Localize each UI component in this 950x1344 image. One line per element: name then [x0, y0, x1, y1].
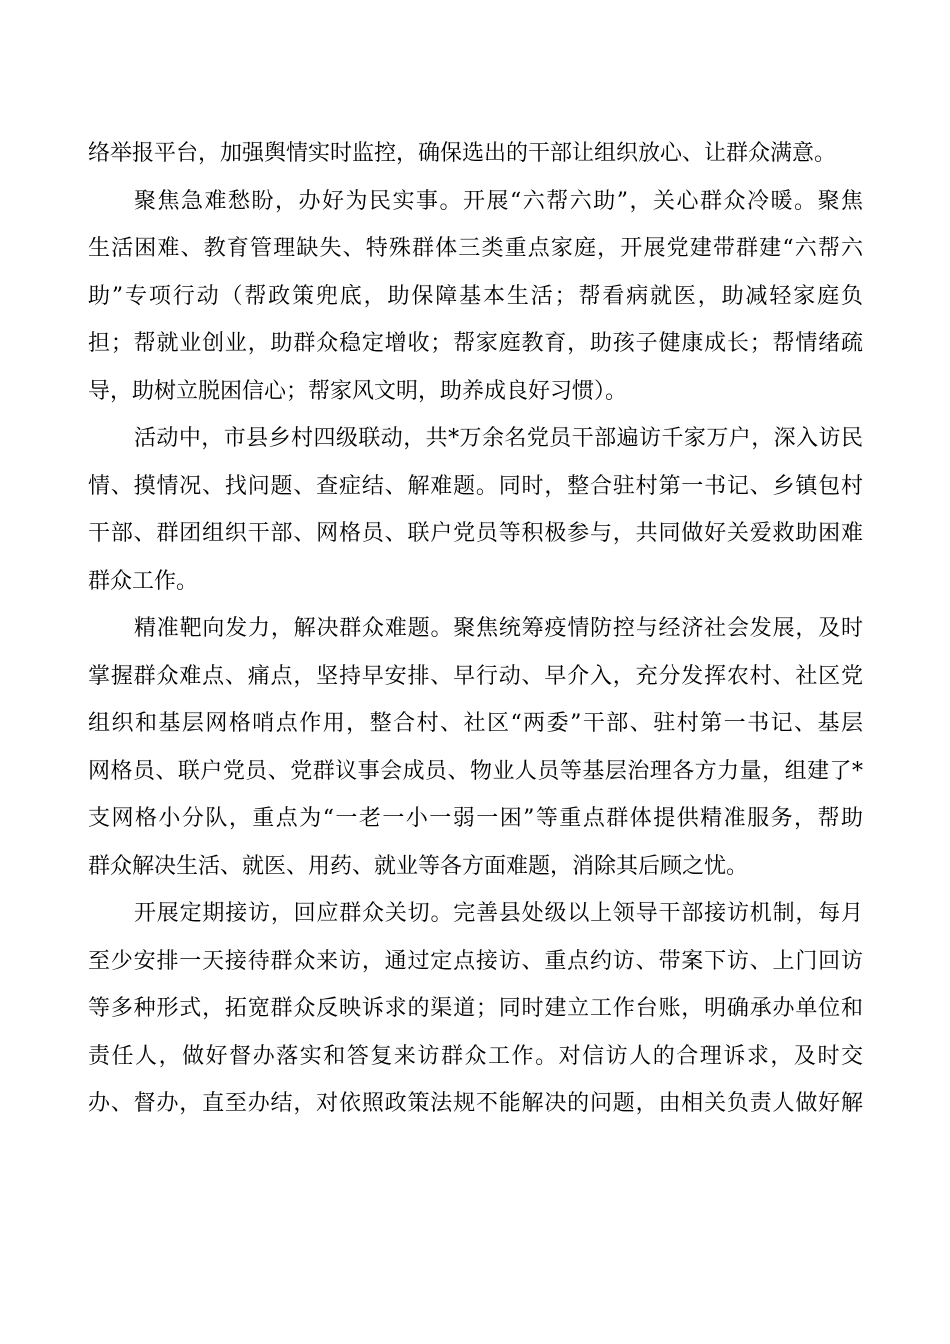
paragraph-4	[88, 605, 863, 890]
text-line: 网格员、联户党员、党群议事会成员、物业人员等基层治理各方力量，组建了*	[88, 758, 863, 784]
paragraph-1	[88, 130, 863, 178]
paragraph-5	[88, 890, 863, 1128]
text-line: 群众工作。	[88, 568, 199, 594]
document-page	[88, 130, 863, 1128]
text-line: 导，助树立脱困信心；帮家风文明，助养成良好习惯）。	[88, 378, 628, 404]
text-line: 开展定期接访，回应群众关切。完善县处级以上领导干部接访机制，每月	[134, 901, 863, 926]
text-line: 担；帮就业创业，助群众稳定增收；帮家庭教育，助孩子健康成长；帮情绪疏	[88, 331, 863, 356]
paragraph-3	[88, 415, 863, 605]
text-line: 助”专项行动（帮政策兜底，助保障基本生活；帮看病就医，助减轻家庭负	[88, 283, 863, 309]
text-line: 至少安排一天接待群众来访，通过定点接访、重点约访、带案下访、上门回访	[88, 948, 863, 974]
text-line: 干部、群团组织干部、网格员、联户党员等积极参与，共同做好关爱救助困难	[88, 521, 863, 546]
text-line: 支网格小分队，重点为“一老一小一弱一困”等重点群体提供精准服务，帮助	[88, 806, 863, 831]
text-line: 责任人，做好督办落实和答复来访群众工作。对信访人的合理诉求，及时交	[88, 1043, 863, 1069]
text-line: 络举报平台，加强舆情实时监控，确保选出的干部让组织放心、让群众满意。	[88, 141, 837, 166]
text-line: 活动中，市县乡村四级联动，共*万余名党员干部遍访千家万户，深入访民	[134, 426, 863, 451]
text-line: 情、摸情况、找问题、查症结、解难题。同时，整合驻村第一书记、乡镇包村	[88, 473, 863, 499]
paragraph-2	[88, 178, 863, 416]
text-line: 聚焦急难愁盼，办好为民实事。开展“六帮六助”，关心群众冷暖。聚焦	[134, 188, 863, 214]
text-line: 生活困难、教育管理缺失、特殊群体三类重点家庭，开展党建带群建“六帮六	[88, 236, 863, 261]
text-line: 等多种形式，拓宽群众反映诉求的渠道；同时建立工作台账，明确承办单位和	[88, 996, 863, 1021]
text-line: 组织和基层网格哨点作用，整合村、社区“两委”干部、驻村第一书记、基层	[88, 711, 863, 736]
text-line: 精准靶向发力，解决群众难题。聚焦统筹疫情防控与经济社会发展，及时	[134, 616, 863, 641]
text-line: 办、督办，直至办结，对依照政策法规不能解决的问题，由相关负责人做好解	[88, 1091, 863, 1116]
text-line: 群众解决生活、就医、用药、就业等各方面难题，消除其后顾之忧。	[88, 853, 749, 879]
text-line: 掌握群众难点、痛点，坚持早安排、早行动、早介入，充分发挥农村、社区党	[88, 663, 863, 689]
